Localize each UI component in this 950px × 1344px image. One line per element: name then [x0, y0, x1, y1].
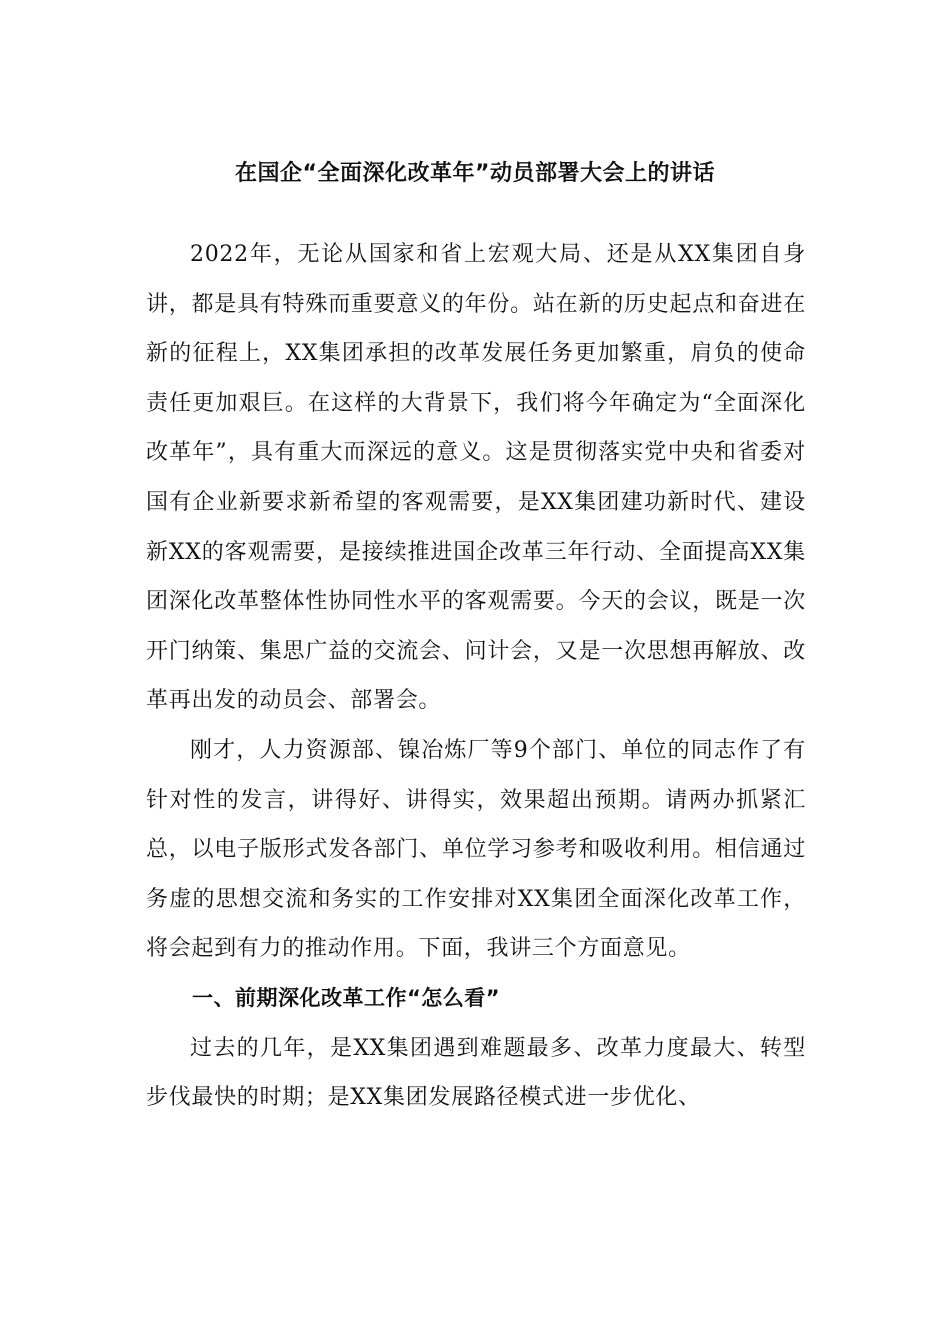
document-title: 在国企“全面深化改革年”动员部署大会上的讲话	[235, 161, 715, 186]
section-heading: 一、前期深化改革工作“怎么看”	[192, 985, 501, 1010]
document-body	[146, 230, 806, 1123]
paragraph-speeches: 刚才，人力资源部、镍冶炼厂等9个部门、单位的同志作了有针对性的发言，讲得好、讲得实，效果超出预期。请两办抓紧汇总，以电子版形式发各部门、单位学习参考和吸收利用。相信通过务虚的思想交流和务实的工作安排对XX集团全面深化改革工作，将会起到有力的推动作用。下面，我讲三个方面意见。	[146, 737, 806, 962]
paragraph-section-one: 过去的几年，是XX集团遇到难题最多、改革力度最大、转型步伐最快的时期；是XX集团发展路径模式进一步优化、	[146, 1035, 806, 1111]
paragraph-intro: 2022年，无论从国家和省上宏观大局、还是从XX集团自身讲，都是具有特殊而重要意义的年份。站在新的历史起点和奋进在新的征程上，XX集团承担的改革发展任务更加繁重，肩负的使命责任更加艰巨。在这样的大背景下，我们将今年确定为“全面深化改革年”，具有重大而深远的意义。这是贯彻落实党中央和省委对国有企业新要求新希望的客观需要，是XX集团建功新时代、建设新XX的客观需要，是接续推进国企改革三年行动、全面提高XX集团深化改革整体性协同性水平的客观需要。今天的会议，既是一次开门纳策、集思广益的交流会、问计会，又是一次思想再解放、改革再出发的动员会、部署会。	[146, 242, 806, 714]
